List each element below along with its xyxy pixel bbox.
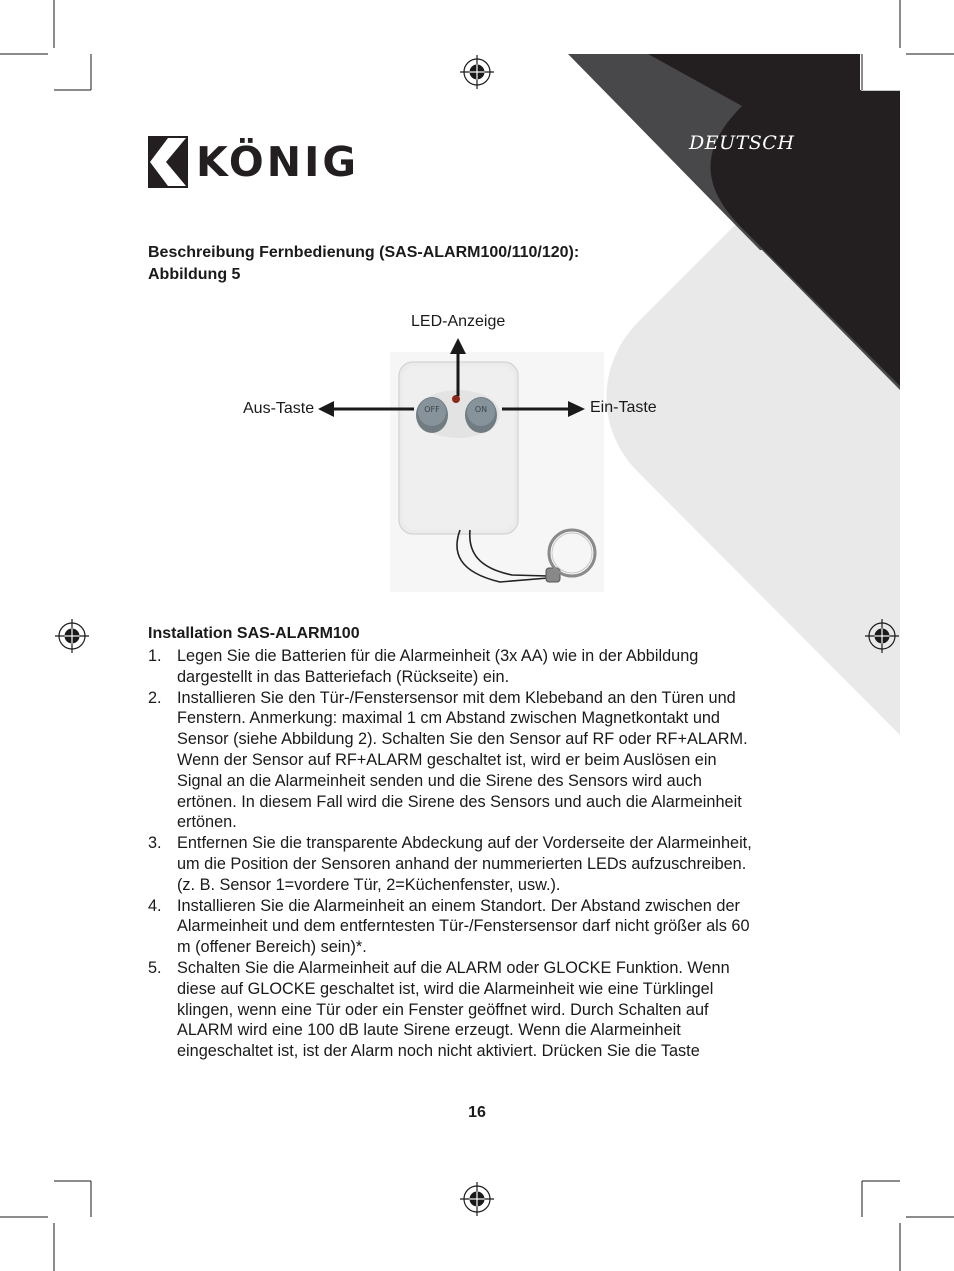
list-item [148,688,754,834]
remote-section-title: Beschreibung Fernbedienung (SAS-ALARM100/110/120): [148,244,580,261]
off-button [416,397,448,433]
list-item-text: Entfernen Sie die transparente Abdeckung auf der Vorderseite der Alarmeinheit, um die Position der Sensoren anhand der nummerierten LEDs aufzuschreiben. (z. B. Sensor 1=vordere Tür, 2=Küchenfenster, usw.). [177,834,752,894]
brand-logo-text: KÖNIG [196,138,360,186]
installation-title: Installation SAS-ALARM100 [148,625,360,642]
list-item-number: 4. [148,896,162,915]
registration-mark-bottom [460,1182,494,1216]
led-indicator-label: LED-Anzeige [411,313,506,330]
on-button [465,397,497,433]
on-button-label: Ein-Taste [590,399,657,416]
corner-notch [862,54,900,90]
registration-mark-top [460,55,494,89]
list-item-text: Installieren Sie den Tür-/Fenstersensor mit dem Klebeband an den Türen und Fenstern. Anmerkung: maximal 1 cm Abstand zwischen Magnetkontakt und Sensor (siehe Abbildung 2). Schalten Sie den Sensor auf RF oder RF+ALARM. Wenn der Sensor auf RF+ALARM geschaltet ist, wird er beim Auslösen ein Signal an die Alarmeinheit senden und die Sirene des Sensors wird auch ertönen. In diesem Fall wird die Sirene des Sensors und auch die Alarmeinheit ertönen. [177,688,748,832]
on-button-text: ON [474,405,488,414]
list-item-text: Installieren Sie die Alarmeinheit an einem Standort. Der Abstand zwischen der Alarmeinheit und dem entferntesten Tür-/Fenstersensor darf nicht größer als 60 m (offener Bereich) sein)*. [177,896,750,957]
registration-mark-left [55,619,89,653]
list-item-number: 3. [148,834,162,853]
list-item [148,896,754,958]
list-item-number: 1. [148,647,162,665]
language-tab: DEUTSCH [689,132,795,154]
list-item [148,646,754,688]
remote-photo [390,352,604,592]
list-item-text: Schalten Sie die Alarmeinheit auf die ALARM oder GLOCKE Funktion. Wenn diese auf GLOCKE geschaltet ist, wird die Alarmeinheit wie eine Türklingel klingen, wenn eine Tür oder ein Fenster geöffnet wird. Durch Schalten auf ALARM wird eine 100 dB laute Sirene erzeugt. Wenn die Alarmeinheit eingeschaltet ist, ist der Alarm noch nicht aktiviert. Drücken Sie die Taste [177,958,730,1061]
list-item-number: 2. [148,688,162,707]
brand-logo-icon [148,136,188,188]
off-button-label: Aus-Taste [243,400,315,417]
list-item [148,833,754,895]
list-item [148,958,754,1062]
list-item-text: Legen Sie die Batterien für die Alarmeinheit (3x AA) wie in der Abbildung dargestellt in das Batteriefach (Rückseite) ein. [177,647,699,686]
remote-section-subtitle: Abbildung 5 [148,266,241,283]
list-item-number: 5. [148,958,162,977]
off-button-text: OFF [424,405,440,414]
installation-steps [148,646,754,1062]
page-number: 16 [468,1104,486,1121]
